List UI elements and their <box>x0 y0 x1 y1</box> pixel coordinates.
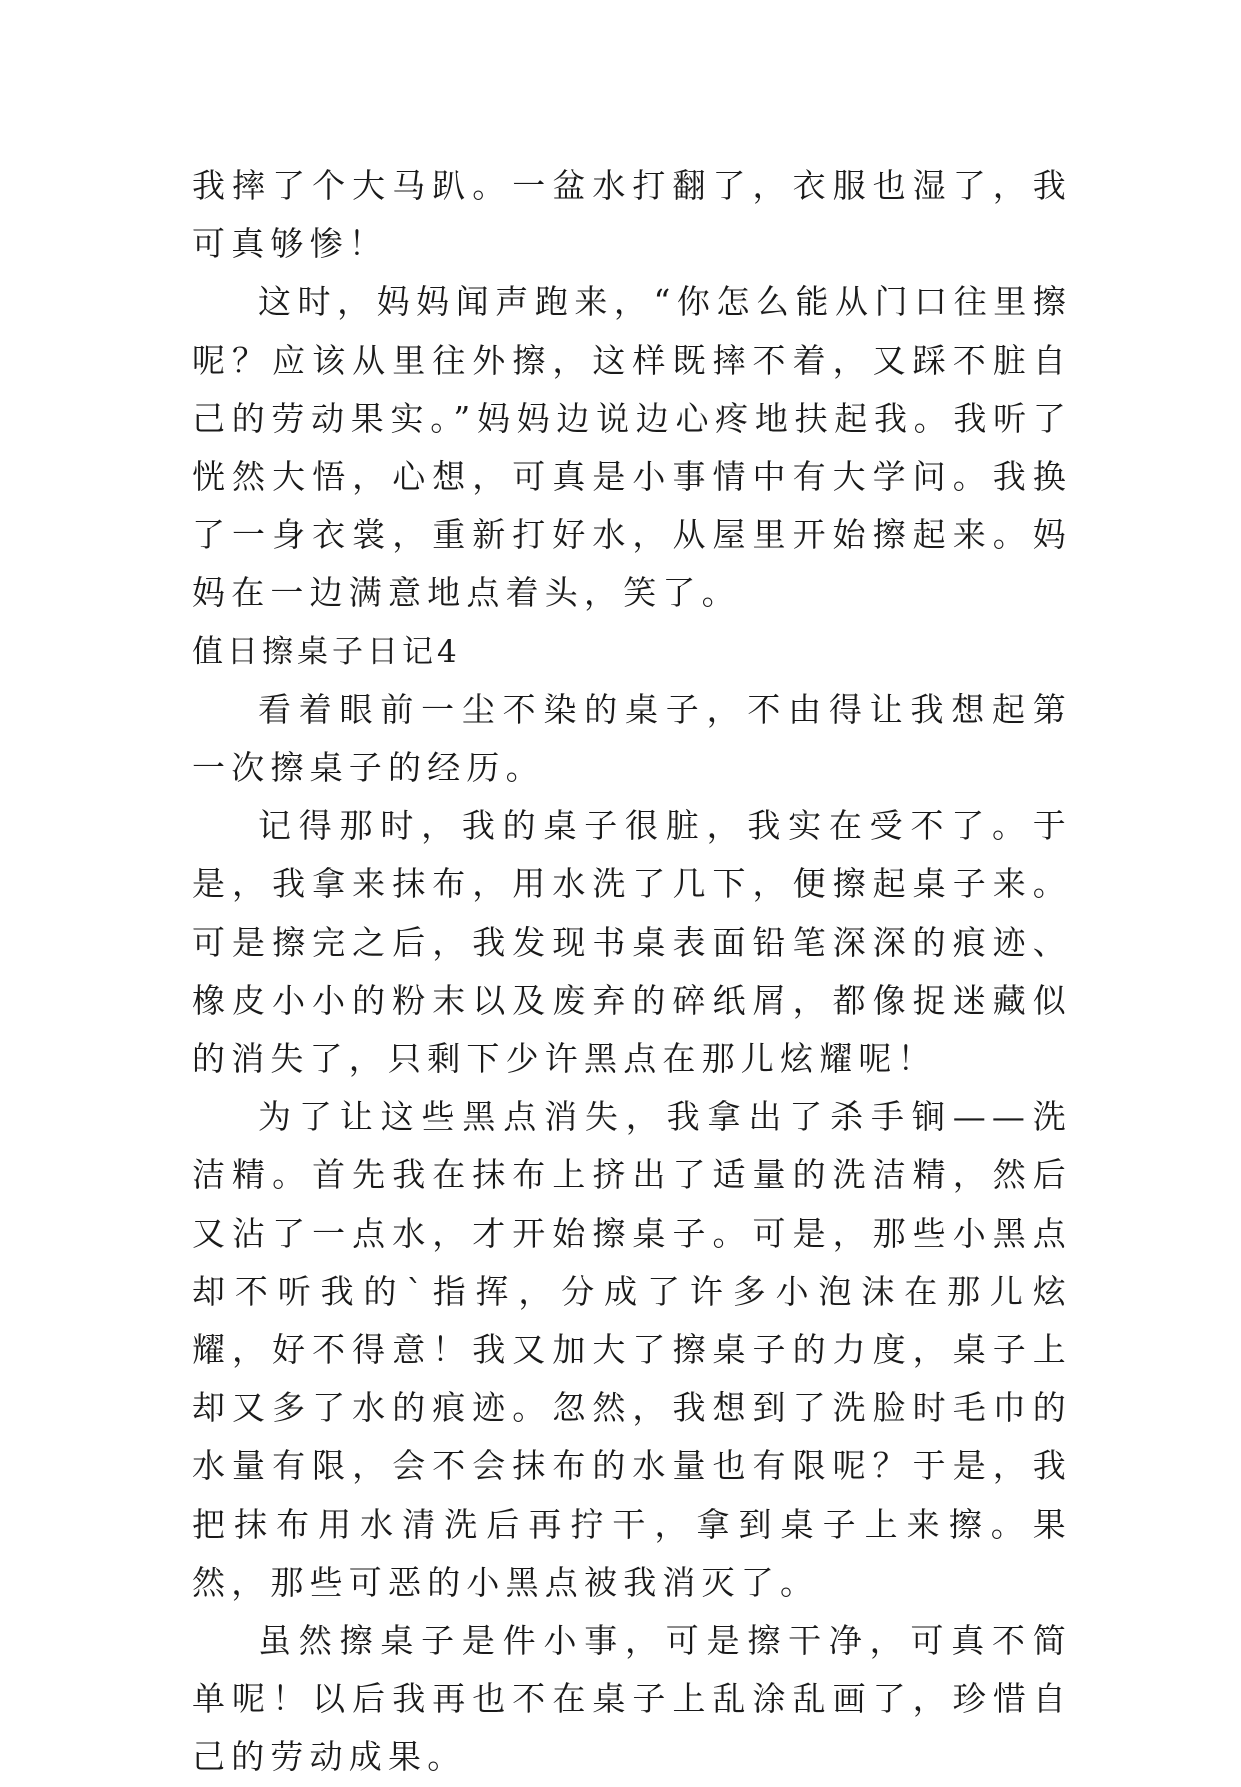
paragraph: 记得那时，我的桌子很脏，我实在受不了。于是，我拿来抹布，用水洗了几下，便擦起桌子来。可是擦完之后，我发现书桌表面铅笔深深的痕迹、橡皮小小的粉末以及废弃的碎纸屑，都像捉迷藏似的消失了，只剩下少许黑点在那儿炫耀呢！ <box>192 806 1072 1079</box>
paragraph: 看着眼前一尘不染的桌子，不由得让我想起第一次擦桌子的经历。 <box>192 689 1072 788</box>
paragraph: 为了让这些黑点消失，我拿出了杀手锏——洗洁精。首先我在抹布上挤出了适量的洗洁精，然后又沾了一点水，才开始擦桌子。可是，那些小黑点却不听我的`指挥，分成了许多小泡沫在那儿炫耀，好不得意！我又加大了擦桌子的力度，桌子上却又多了水的痕迹。忽然，我想到了洗脸时毛巾的水量有限，会不会抹布的水量也有限呢？于是，我把抹布用水清洗后再拧干，拿到桌子上来擦。果然，那些可恶的小黑点被我消灭了。 <box>192 1097 1072 1602</box>
paragraph: 这时，妈妈闻声跑来，“你怎么能从门口往里擦呢？应该从里往外擦，这样既摔不着，又踩不脏自己的劳动果实。”妈妈边说边心疼地扶起我。我听了恍然大悟，心想，可真是小事情中有大学问。我换了一身衣裳，重新打好水，从屋里开始擦起来。妈妈在一边满意地点着头，笑了。 <box>192 282 1072 613</box>
document-body <box>192 157 1072 1787</box>
paragraph: 我摔了个大马趴。一盆水打翻了，衣服也湿了，我可真够惨！ <box>192 166 1072 264</box>
section-title: 值日擦桌子日记4 <box>192 633 461 670</box>
paragraph: 虽然擦桌子是件小事，可是擦干净，可真不简单呢！以后我再也不在桌子上乱涂乱画了，珍惜自己的劳动成果。 <box>192 1621 1072 1777</box>
